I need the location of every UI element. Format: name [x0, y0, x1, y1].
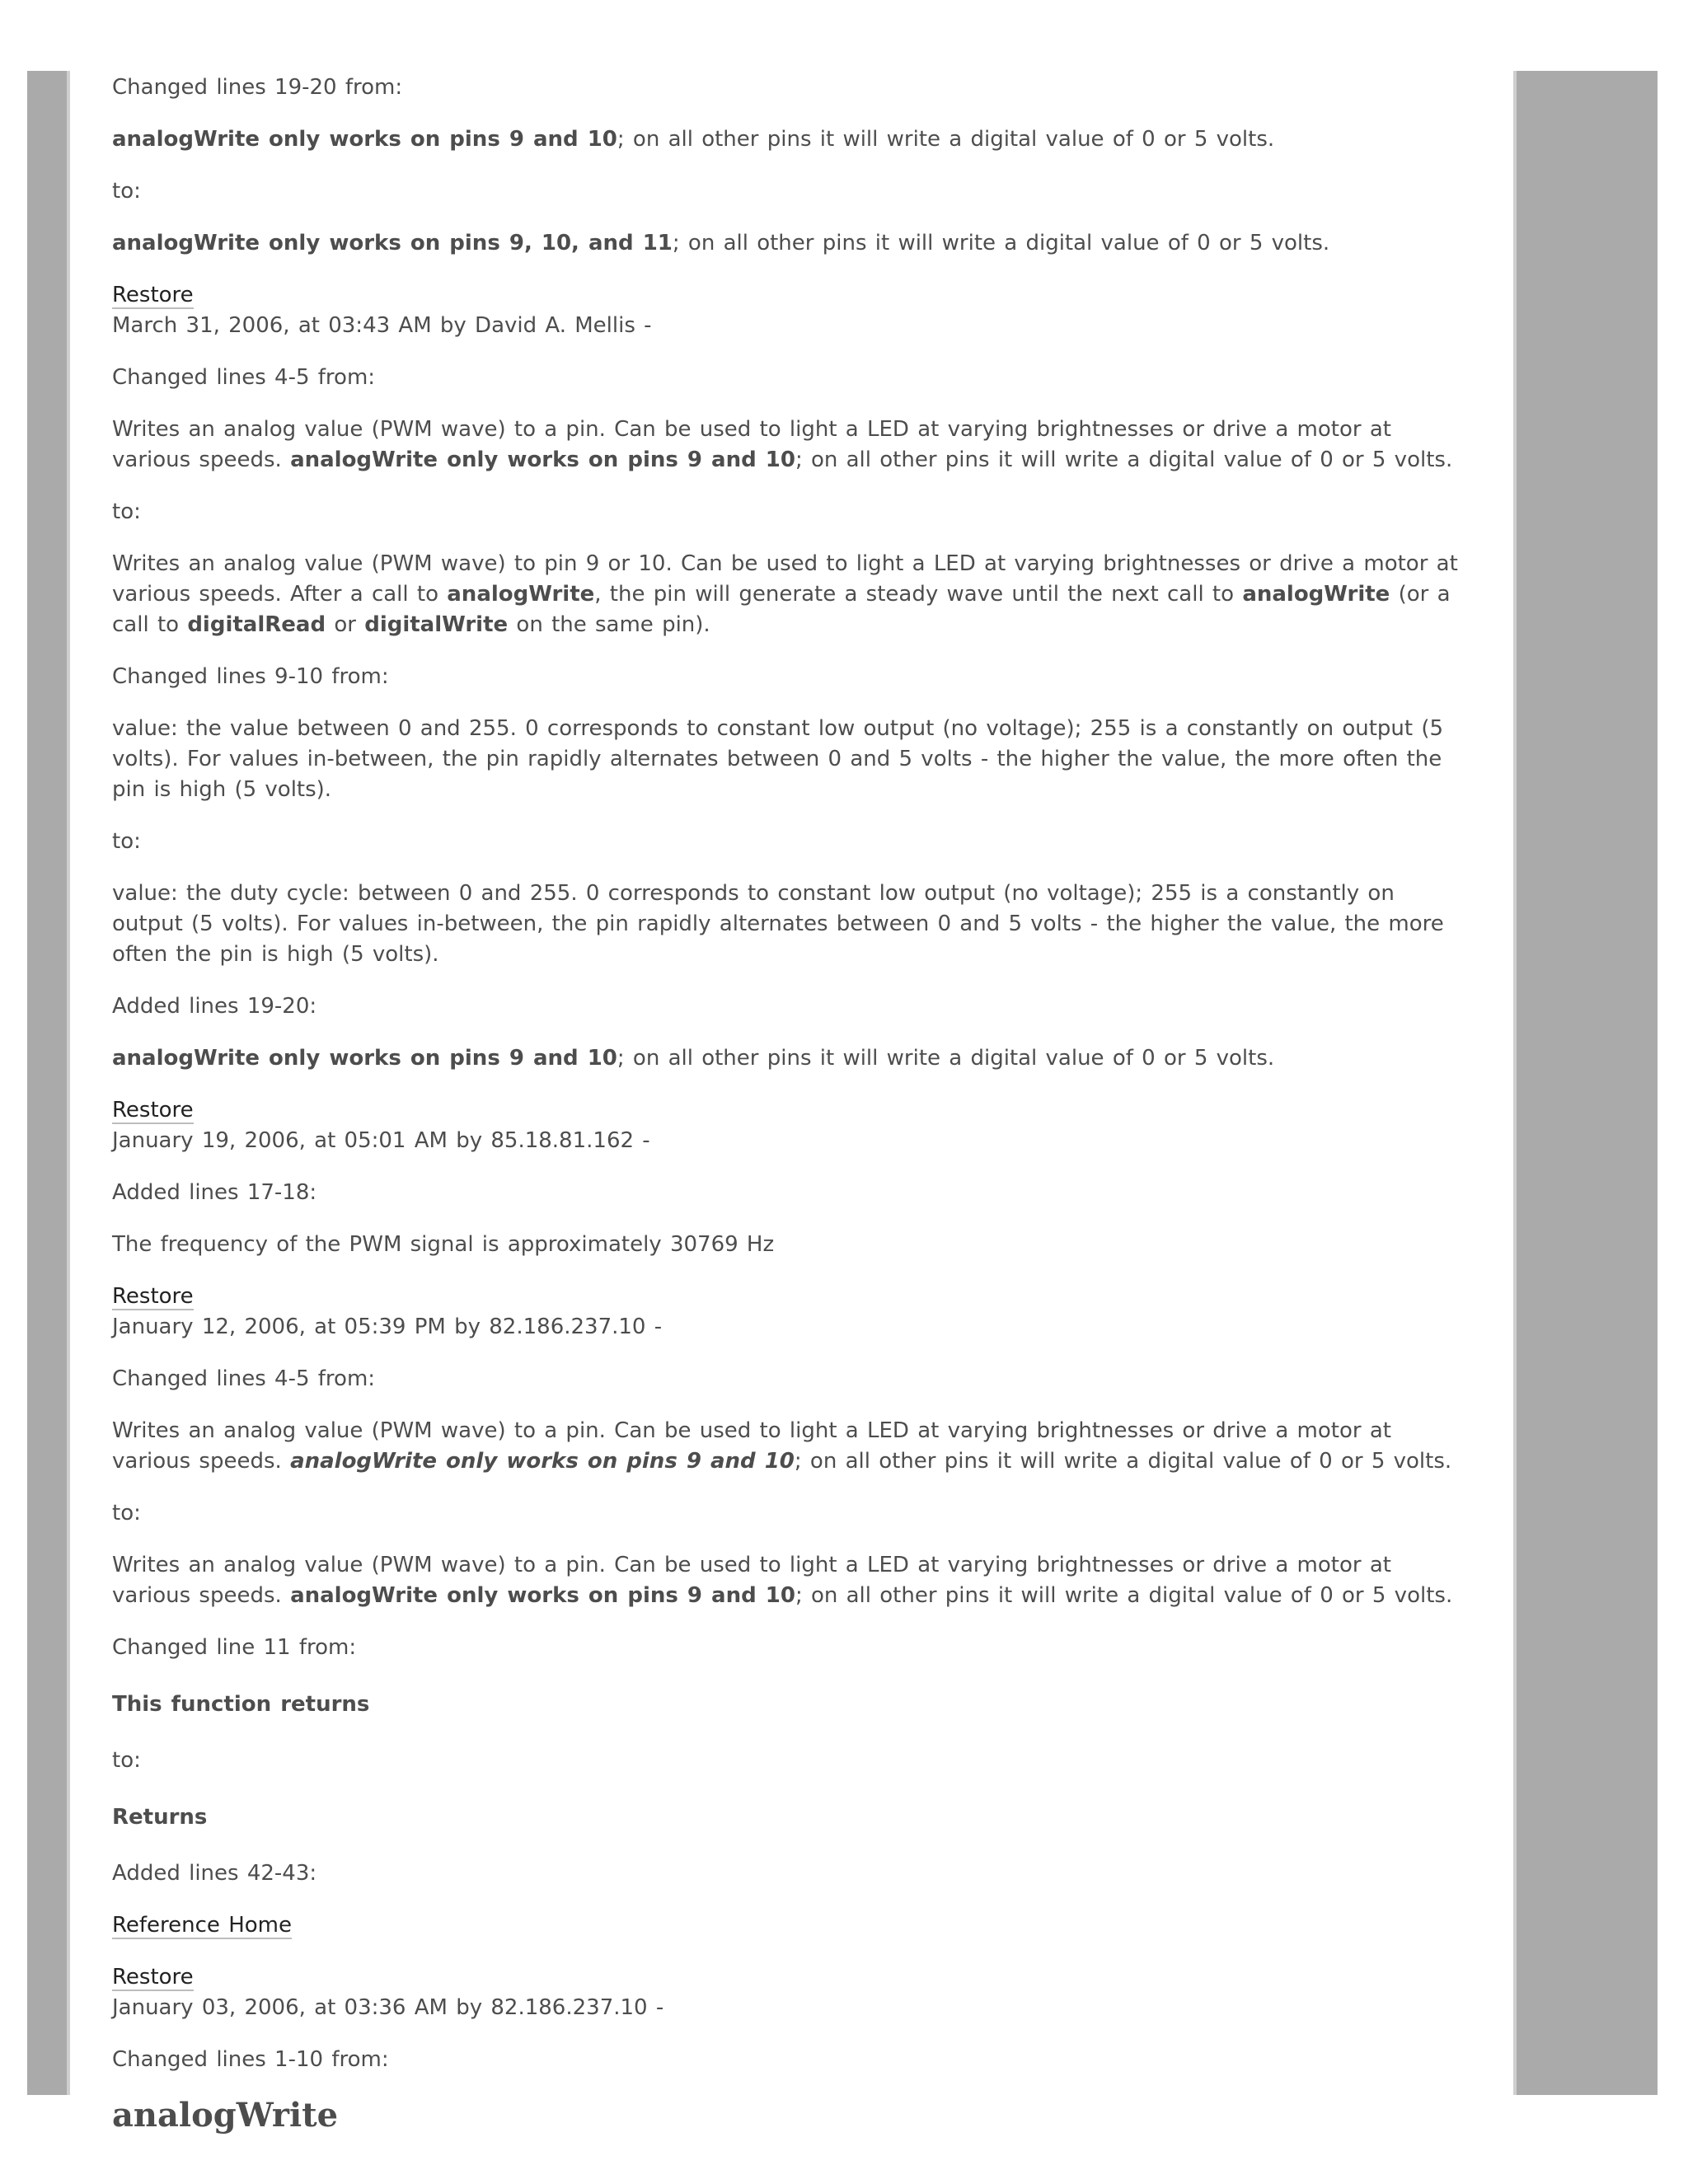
restore-row — [112, 1095, 1472, 1126]
change-label: Changed lines 19-20 from: — [112, 75, 403, 100]
diff-from-heading: This function returns — [112, 1692, 370, 1717]
restore-link[interactable]: Restore — [112, 1098, 194, 1122]
added-link-row — [112, 1910, 1472, 1941]
diff-to-text: value: the duty cycle: between 0 and 255. 0 corresponds to constant low output (no voltage); 255 is a constantly on output (5 volts). For values in-between, the pin rapidly alternates between 0 and 5 volts - the higher the value, the more often the pin is high (5 volts). — [112, 881, 1444, 967]
plain-text: Writes an analog value (PWM wave) to a pin. Can be used to light a LED at varying brightnesses or drive a motor at various speeds. — [112, 417, 1391, 472]
reference-home-link[interactable]: Reference Home — [112, 1913, 292, 1938]
plain-text: ; on all other pins it will write a digital value of 0 or 5 volts. — [794, 1449, 1452, 1474]
change-label: Changed lines 9-10 from: — [112, 664, 389, 689]
revision-meta: January 19, 2006, at 05:01 AM by 85.18.81.162 - — [112, 1128, 650, 1153]
bold-text: digitalWrite — [364, 612, 509, 637]
bold-text: analogWrite only works on pins 9 and 10 — [112, 1046, 617, 1071]
change-label: Changed lines 1-10 from: — [112, 2047, 389, 2072]
plain-text: (or a call to — [112, 582, 1451, 637]
added-label: Added lines 17-18: — [112, 1180, 317, 1205]
left-sidebar-bar — [27, 71, 70, 2095]
bold-text: analogWrite only works on pins 9 and 10 — [290, 448, 795, 472]
restore-row — [112, 1282, 1472, 1312]
diff-from-text — [112, 415, 1472, 476]
change-label: Changed lines 4-5 from: — [112, 1366, 376, 1391]
bold-text: analogWrite only works on pins 9 and 10 — [112, 127, 617, 152]
revision-meta: January 03, 2006, at 03:36 AM by 82.186.237.10 - — [112, 1995, 664, 2020]
revision-meta: January 12, 2006, at 05:39 PM by 82.186.237.10 - — [112, 1315, 663, 1339]
plain-text: , the pin will generate a steady wave until the next call to — [594, 582, 1243, 607]
diff-from-text: value: the value between 0 and 255. 0 corresponds to constant low output (no voltage); 255 is a constantly on output (5 volts). For values in-between, the pin rapidly alternates between 0 and 5 volts - the higher the value, the more often the pin is high (5 volts). — [112, 716, 1444, 802]
bold-text: analogWrite — [1242, 582, 1390, 607]
restore-link[interactable]: Restore — [112, 1965, 194, 1990]
to-label: to: — [112, 499, 141, 524]
plain-text: or — [326, 612, 365, 637]
change-label: Changed line 11 from: — [112, 1635, 357, 1660]
plain-text: Writes an analog value (PWM wave) to a pin. Can be used to light a LED at varying brightnesses or drive a motor at various speeds. — [112, 1553, 1391, 1608]
page-heading: analogWrite — [112, 2096, 339, 2135]
added-text: The frequency of the PWM signal is approximately 30769 Hz — [112, 1232, 775, 1257]
to-label: to: — [112, 829, 141, 854]
bold-italic-text: analogWrite only works on pins 9 and 10 — [290, 1449, 795, 1474]
diff-from-text — [112, 124, 1472, 155]
plain-text: ; on all other pins it will write a digital value of 0 or 5 volts. — [795, 1583, 1453, 1608]
restore-link[interactable]: Restore — [112, 1284, 194, 1309]
right-sidebar-bar — [1513, 71, 1658, 2095]
bold-text: digitalRead — [187, 612, 326, 637]
plain-text: ; on all other pins it will write a digital value of 0 or 5 volts. — [672, 231, 1330, 255]
added-label: Added lines 19-20: — [112, 994, 317, 1019]
diff-from-text — [112, 1416, 1472, 1477]
to-label: to: — [112, 179, 141, 204]
diff-to-text — [112, 228, 1472, 259]
page-history-content — [112, 73, 1472, 2136]
restore-link[interactable]: Restore — [112, 283, 194, 307]
diff-to-text — [112, 549, 1472, 640]
plain-text: ; on all other pins it will write a digital value of 0 or 5 volts. — [617, 127, 1275, 152]
bold-text: analogWrite — [447, 582, 595, 607]
diff-to-text — [112, 1550, 1472, 1611]
plain-text: ; on all other pins it will write a digital value of 0 or 5 volts. — [795, 448, 1453, 472]
plain-text: Writes an analog value (PWM wave) to pin 9 or 10. Can be used to light a LED at varying brightnesses or drive a motor at various speeds. After a call to — [112, 551, 1458, 607]
plain-text: ; on all other pins it will write a digital value of 0 or 5 volts. — [617, 1046, 1275, 1071]
added-text — [112, 1043, 1472, 1074]
change-label: Changed lines 4-5 from: — [112, 365, 376, 390]
to-label: to: — [112, 1748, 141, 1773]
plain-text: Writes an analog value (PWM wave) to a pin. Can be used to light a LED at varying brightnesses or drive a motor at various speeds. — [112, 1418, 1391, 1474]
added-label: Added lines 42-43: — [112, 1861, 317, 1886]
restore-row — [112, 1962, 1472, 1993]
bold-text: analogWrite only works on pins 9 and 10 — [290, 1583, 795, 1608]
bold-text: analogWrite only works on pins 9, 10, and 11 — [112, 231, 673, 255]
restore-row — [112, 280, 1472, 311]
diff-to-heading: Returns — [112, 1805, 208, 1830]
to-label: to: — [112, 1501, 141, 1526]
plain-text: on the same pin). — [508, 612, 710, 637]
revision-meta: March 31, 2006, at 03:43 AM by David A. Mellis - — [112, 313, 652, 338]
